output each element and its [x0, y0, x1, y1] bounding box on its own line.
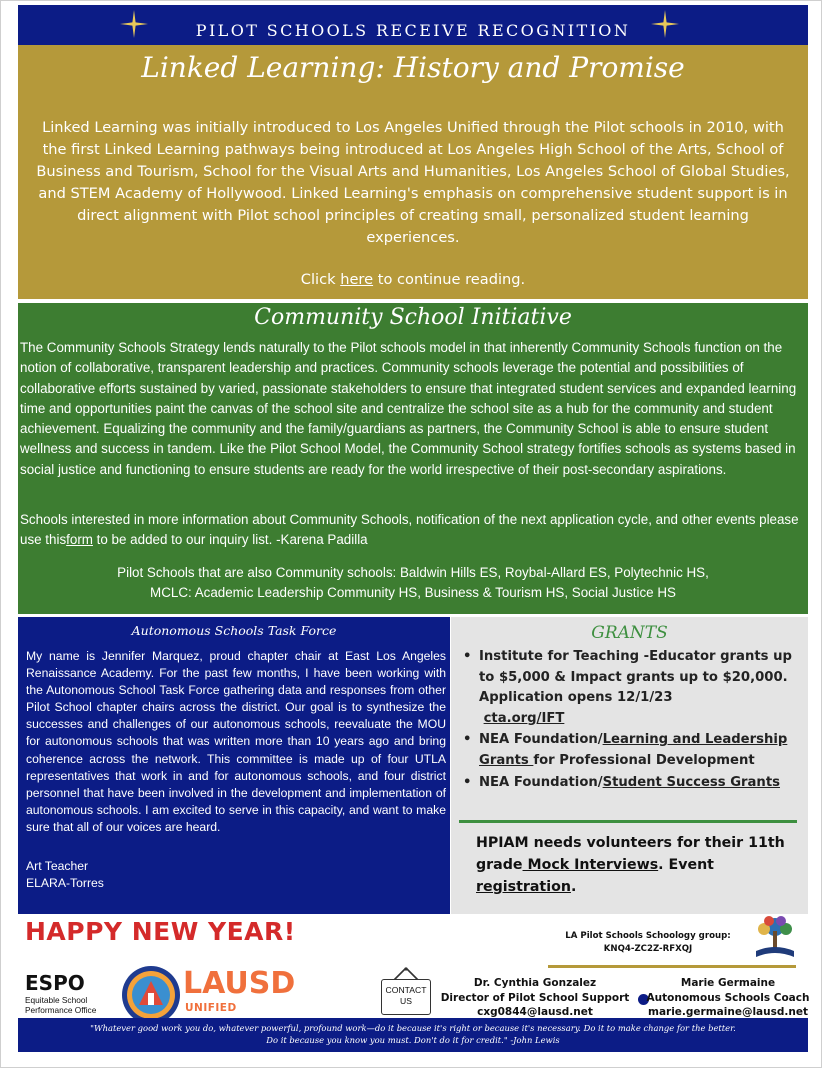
top-banner	[18, 5, 808, 45]
grant-item	[461, 730, 806, 771]
task-force-heading: Autonomous Schools Task Force	[131, 623, 337, 638]
grants-divider	[459, 820, 797, 823]
gonzalez-contact	[440, 976, 630, 1020]
espo-subtitle-1: Equitable School	[25, 995, 88, 1005]
schoology-label: LA Pilot Schools Schoology group:	[565, 931, 731, 941]
linked-learning-section	[18, 45, 808, 299]
bullet-icon: •	[463, 649, 472, 664]
click-suffix: to continue reading.	[373, 271, 526, 288]
sparkle-star-icon	[650, 9, 680, 39]
bullet-icon: •	[463, 732, 472, 748]
community-inquiry-paragraph	[20, 510, 806, 551]
lausd-wordmark: LAUSD	[183, 966, 296, 1001]
lausd-unified-label: UNIFIED	[185, 1002, 237, 1014]
espo-logo	[25, 971, 96, 1015]
task-force-section	[18, 617, 450, 914]
grant-text: Institute for Teaching -Educator grants up to $5,000 & Impact grants up to $20,000. Application opens 12/1/23	[479, 649, 792, 706]
john-lewis-quote	[18, 1022, 808, 1047]
quote-banner	[18, 1018, 808, 1052]
book-tree-icon	[750, 913, 800, 961]
gonzalez-name: Dr. Cynthia Gonzalez	[473, 977, 597, 989]
espo-wordmark: ESPO	[25, 971, 85, 995]
contact-line-1: CONTACT	[385, 985, 427, 995]
hpiam-suffix: .	[570, 879, 577, 895]
signature-role: Art Teacher	[26, 859, 89, 873]
community-schools-line-1: Pilot Schools that are also Community schools: Baldwin Hills ES, Roybal-Allard ES, Polytechnic HS,	[117, 565, 709, 580]
cta-ift-link[interactable]: cta.org/IFT	[483, 710, 565, 726]
contact-line-2: US	[400, 996, 412, 1006]
inquiry-suffix: to be added to our inquiry list. -Karena Padilla	[92, 532, 368, 548]
schoology-group-info	[548, 930, 748, 955]
contact-us-sign[interactable]	[380, 967, 432, 1017]
inquiry-prefix: Schools interested in more information about Community Schools, notification of the next application cycle, and other events please use this	[20, 512, 799, 548]
community-school-heading: Community School Initiative	[254, 305, 572, 330]
quote-line-1: "Whatever good work you do, whatever powerful, profound work—do it because it's right or because it's necessary. Do it to make change for the better.	[90, 1023, 736, 1033]
gonzalez-email[interactable]: cxg0844@lausd.net	[477, 1006, 593, 1019]
germaine-name: Marie Germaine	[680, 977, 776, 989]
lausd-seal-icon	[121, 965, 181, 1025]
registration-link[interactable]: registration	[476, 879, 571, 895]
footer-gold-divider	[548, 965, 796, 968]
student-success-grants-link[interactable]: Student Success Grants	[602, 774, 780, 790]
click-prefix: Click	[300, 271, 341, 288]
grant-item	[461, 647, 806, 729]
schoology-code: KNQ4-ZC2Z-RFXQJ	[603, 943, 693, 954]
bullet-icon: •	[463, 774, 472, 790]
espo-subtitle-2: Performance Office	[25, 1005, 97, 1015]
gonzalez-title: Director of Pilot School Support	[440, 991, 630, 1004]
banner-title: PILOT SCHOOLS RECEIVE RECOGNITION	[195, 21, 631, 40]
germaine-title: Autonomous Schools Coach	[646, 991, 810, 1004]
hpiam-volunteers-notice	[476, 832, 796, 898]
grants-list	[461, 647, 806, 794]
community-school-paragraph: The Community Schools Strategy lends naturally to the Pilot schools model in that inherently Community Schools function on the notion of collaborative, transparent leadership and practices. Community schools leverage the potential and possibilities of collaborative efforts sustained by varied, passionate stakeholders to ensure that integrated student services and expanded learning time and opportunities paint the canvas of the school site and centralize the school site as a hub for the community and student achievement. Equalizing the community and the family/guardians as partners, the Community School is able to ensure student wellness and success in tandem. Like the Pilot School Model, the Community School strategy fortifies schools as systems based in social justice and functioning to ensure students are ready for the world irrespective of their post-secondary aspirations.	[20, 340, 797, 477]
happy-new-year-heading: HAPPY NEW YEAR!	[25, 917, 296, 946]
germaine-email[interactable]: marie.germaine@lausd.net	[648, 1006, 808, 1019]
hpiam-middle: . Event	[658, 857, 714, 873]
hpiam-prefix: HPIAM needs volunteers for their 11th grade	[476, 835, 785, 873]
community-school-section	[18, 303, 808, 614]
signature-school: ELARA-Torres	[26, 876, 104, 891]
grant-item	[461, 773, 806, 794]
mock-interviews-link[interactable]: Mock Interviews	[522, 857, 659, 873]
task-force-body: My name is Jennifer Marquez, proud chapter chair at East Los Angeles Renaissance Academy. For the past few months, I have been working with the Autonomous School Task Force gathering data and responses from other Pilot School chapter chairs across the district. Our goal is to synthesize the successes and challenges of our autonomous schools, reevaluate the MOU for autonomous schools that was written more than 10 years ago and bring coherence across the network. This committee is made up of four UTLA representatives that work in and for autonomous schools, and four district personnel that have been involved in the development and implementation of autonomous schools. I am excited to serve in this capacity, and want to make sure that all of our voices are heard.	[26, 649, 446, 834]
learning-leadership-grants-link[interactable]: Learning and Leadership Grants	[479, 732, 788, 768]
quote-line-2: Do it because you know you must. Don't do it for credit." -John Lewis	[266, 1035, 560, 1046]
community-schools-list	[20, 563, 806, 604]
grant-prefix: NEA Foundation/	[479, 732, 603, 748]
grant-suffix: for Professional Development	[533, 752, 755, 768]
linked-learning-body: Linked Learning was initially introduced to Los Angeles Unified through the Pilot schools in 2010, with the first Linked Learning pathways being introduced at Los Angeles High School of the Arts, School of Business and Tourism, School for the Visual Arts and Humanities, Los Angeles School of Global Studies, and STEM Academy of Hollywood. Linked Learning's emphasis on comprehensive student support is in direct alignment with Pilot school principles of creating small, personalized student learning experiences.	[36, 119, 790, 246]
community-schools-line-2: MCLC: Academic Leadership Community HS, Business & Tourism HS, Social Justice HS	[150, 585, 676, 601]
task-force-signature	[26, 858, 104, 893]
grants-heading: GRANTS	[591, 623, 668, 643]
inquiry-form-link[interactable]: form	[66, 532, 93, 548]
germaine-contact	[646, 976, 810, 1020]
linked-learning-heading: Linked Learning: History and Promise	[141, 51, 685, 84]
continue-reading-link[interactable]: here	[340, 271, 374, 288]
grant-prefix: NEA Foundation/	[479, 774, 603, 790]
continue-reading-line	[18, 271, 808, 288]
contact-us-label	[381, 979, 431, 1015]
grants-section	[451, 617, 808, 914]
